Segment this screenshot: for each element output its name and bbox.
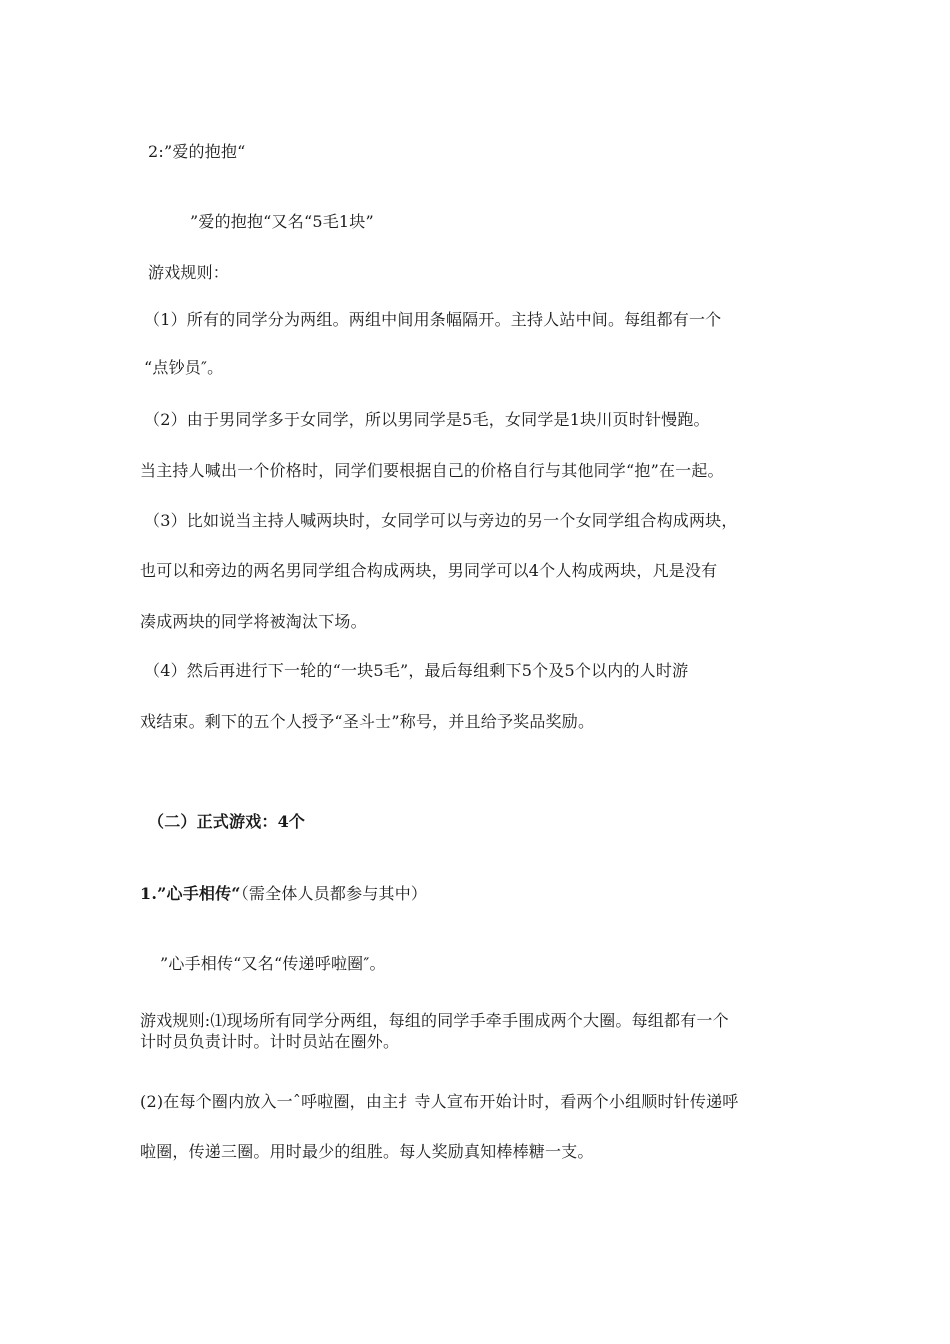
game2-rule2-line1: （2）由于男同学多于女同学，所以男同学是5毛，女同学是1块川页时针慢跑。	[144, 410, 710, 429]
game2-rule3-line3: 凑成两块的同学将被淘汰下场。	[140, 612, 367, 631]
game2-heading: 2:”爱的抱抱“	[148, 142, 246, 161]
game2-rule2-line2: 当主持人喊出一个价格时，同学们要根据自己的价格自行与其他同学“抱”在一起。	[140, 461, 724, 480]
formal-game1-rules-line2: 计时员负责计时。计时员站在圈外。	[140, 1032, 400, 1051]
game2-rule3-line2: 也可以和旁边的两名男同学组合构成两块，男同学可以4个人构成两块，凡是没有	[140, 561, 718, 580]
formal-game1-rules-line1: 游戏规则:⑴现场所有同学分两组，每组的同学手牵手围成两个大圈。每组都有一个	[140, 1011, 729, 1030]
formal-games-heading: （二）正式游戏：4个	[148, 812, 306, 831]
game2-rule4-line2: 戏结束。剩下的五个人授予“圣斗士”称号，并且给予奖品奖励。	[140, 712, 595, 731]
game2-rules-label: 游戏规则：	[148, 263, 230, 282]
formal-game1-heading	[140, 884, 427, 904]
game2-alias: ”爱的抱抱“又名“5毛1块”	[190, 212, 374, 231]
game2-rule1-line2: “点钞员″。	[144, 358, 224, 377]
game2-rule1-line1: （1）所有的同学分为两组。两组中间用条幅隔开。主持人站中间。每组都有一个	[144, 310, 722, 329]
game2-rule4-line1: （4）然后再进行下一轮的“一块5毛”，最后每组剩下5个及5个以内的人时游	[144, 661, 689, 680]
formal-game1-title: 1.”心手相传“	[140, 884, 241, 903]
formal-game1-note: （需全体人员都参与其中）	[240, 884, 428, 903]
formal-game1-alias: ”心手相传“又名“传递呼啦圈″。	[160, 954, 386, 973]
game2-rule3-line1: （3）比如说当主持人喊两块时，女同学可以与旁边的另一个女同学组合构成两块，	[144, 511, 738, 530]
formal-game1-rule2-line1: (2)在每个圈内放入一ˆ呼啦圈，由主扌寺人宣布开始计时，看两个小组顺时针传递呼	[140, 1092, 739, 1111]
formal-game1-rule2-line2: 啦圈，传递三圈。用时最少的组胜。每人奖励真知棒棒糖一支。	[140, 1142, 594, 1161]
